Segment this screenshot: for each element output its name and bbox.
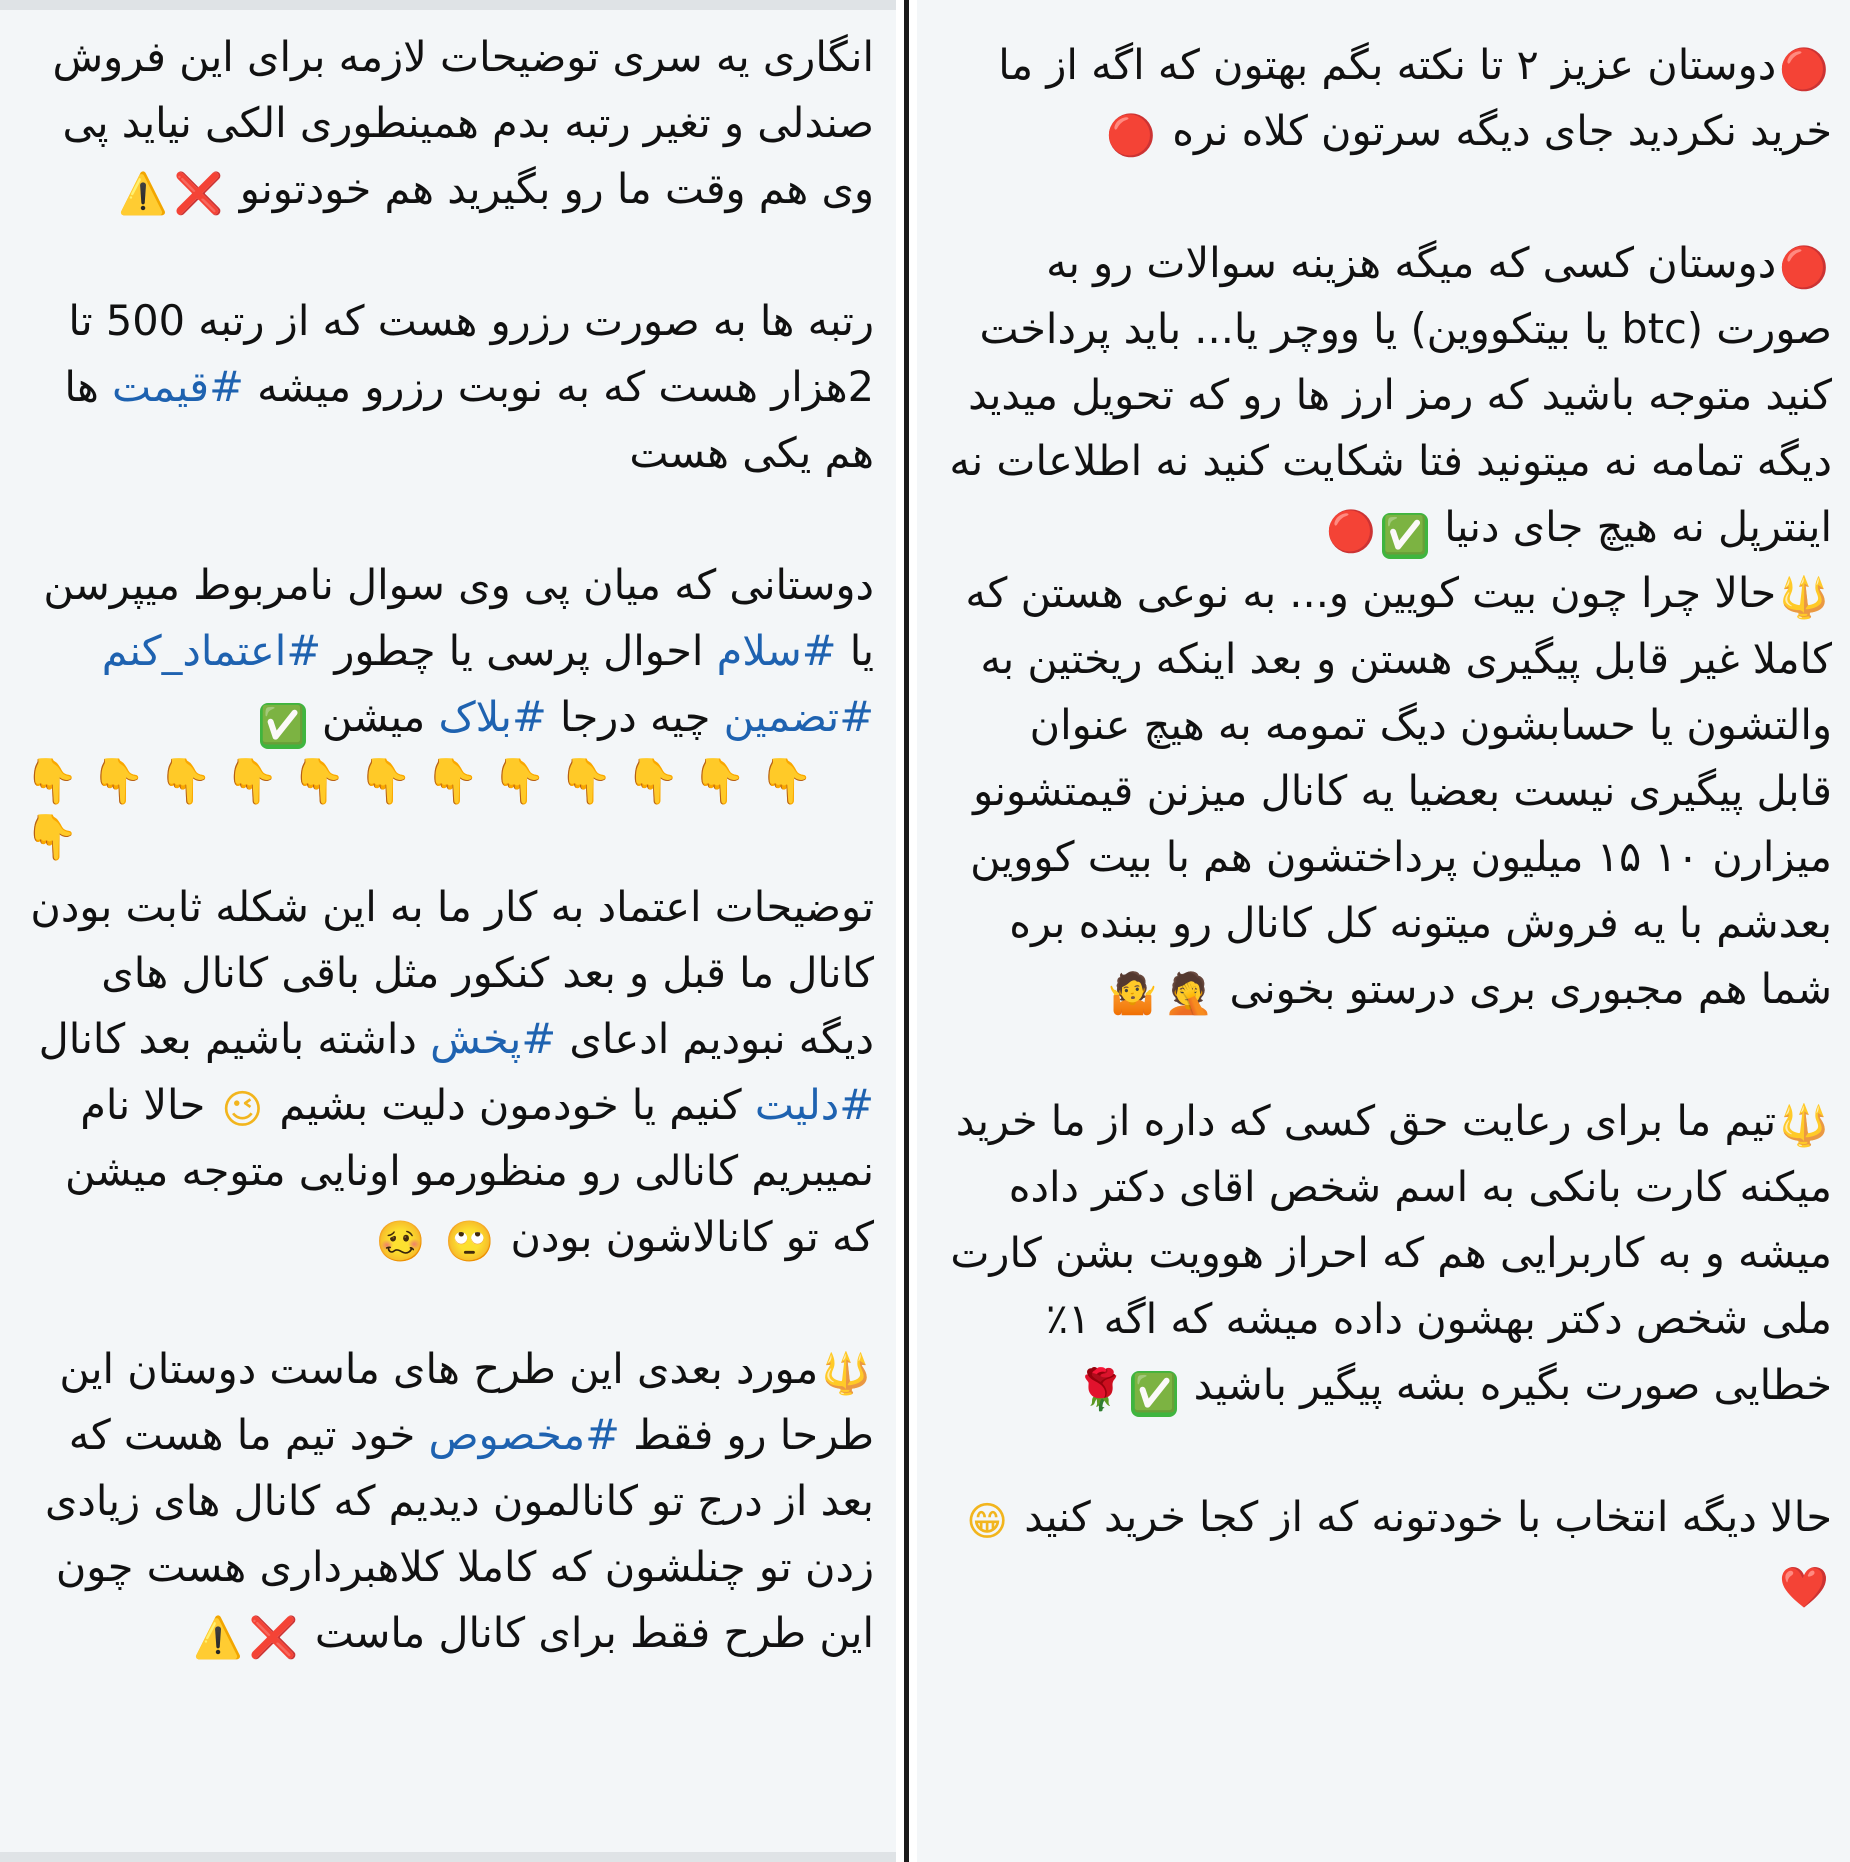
hashtag-link[interactable]: #بلاک [438, 692, 547, 741]
red-circle-icon: 🔴 [1779, 245, 1829, 291]
left-message-1 [24, 24, 874, 222]
spacer [945, 164, 1832, 230]
rose-icon: 🌹 [1075, 1367, 1126, 1413]
left-message-2-text-a: رتبه ها به صورت رزرو هست که از رتبه 500 تا 2هزار هست که به نوبت رزرو میشه [68, 296, 874, 411]
woozy-face-icon: 🥴 [375, 1219, 426, 1265]
trident-icon: 🔱 [821, 1351, 871, 1397]
warning-icon: ⚠️ [192, 1615, 243, 1661]
right-message-4-text: تیم ما برای رعایت حق کسی که داره از ما خرید میکنه کارت بانکی به اسم شخص اقای دکتر داده میشه و به کاربرایی هم که احراز هوویت بشن کارت ملی شخص دکتر بهشون داده میشه که اگه ۱٪ خطایی صورت بگیره بشه پیگیر باشید [950, 1096, 1832, 1409]
trident-icon: 🔱 [1779, 1103, 1829, 1149]
left-message-3-text-d: میشن [321, 692, 426, 741]
hashtag-link[interactable]: #دلیت [754, 1080, 874, 1129]
spacer [945, 1022, 1832, 1088]
right-message-panel [917, 0, 1850, 1862]
left-message-2 [24, 288, 874, 486]
left-message-panel [0, 0, 896, 1862]
grinning-face-icon: 😁 [966, 1499, 1008, 1545]
spacer [945, 1418, 1832, 1484]
red-circle-icon: 🔴 [1106, 113, 1156, 159]
right-message-1 [945, 32, 1832, 164]
warning-icon: ⚠️ [117, 171, 168, 217]
facepalm-icon: 🤦 [1163, 971, 1214, 1017]
shrug-icon: 🤷 [1107, 971, 1158, 1017]
pointing-down-icon-row: 👇👇👇👇👇👇👇👇👇👇👇👇👇 [24, 756, 826, 863]
left-message-4-text-d: حالا نام نمیبریم کانالی رو منظورمو اونایی متوجه میشن که تو کانالاشون بودن [64, 1080, 874, 1261]
check-mark-icon: ✅ [260, 703, 306, 749]
left-message-3 [24, 552, 874, 750]
right-message-2 [945, 230, 1832, 560]
check-mark-icon: ✅ [1382, 513, 1428, 559]
cross-mark-icon: ❌ [248, 1615, 299, 1661]
hashtag-link[interactable]: #تضمین [723, 692, 874, 741]
left-message-3-text-a: دوستانی که میان پی وی سوال نامربوط میپرسن یا [43, 560, 874, 675]
red-circle-icon: 🔴 [1779, 47, 1829, 93]
left-message-4-text-b: داشته باشیم بعد کانال [38, 1014, 417, 1063]
winking-face-icon: 😉 [221, 1087, 264, 1133]
cross-mark-icon: ❌ [173, 171, 224, 217]
right-message-4 [945, 1088, 1832, 1418]
trident-icon: 🔱 [1779, 575, 1829, 621]
right-message-5-text: حالا دیگه انتخاب با خودتونه که از کجا خرید کنید [1024, 1492, 1832, 1541]
left-message-3-text-b: احوال پرسی یا چطور [334, 626, 704, 675]
hashtag-link[interactable]: #مخصوص [428, 1410, 620, 1459]
spacer [24, 222, 874, 288]
left-message-3-text-c: چیه درجا [559, 692, 711, 741]
right-message-5 [945, 1484, 1832, 1616]
right-message-1-text: دوستان عزیز ۲ تا نکته بگم بهتون که اگه از ما خرید نکردید جای دیگه سرتون کلاه نره [998, 40, 1832, 155]
left-message-4-text-a: توضیحات اعتماد به کار ما به این شکله ثابت بودن کانال ما قبل و بعد کنکور مثل باقی کانال های دیگه نبودیم ادعای [30, 882, 874, 1063]
left-message-2-text-b: ها هم یکی هست [64, 362, 874, 477]
hashtag-link[interactable]: #پخش [430, 1014, 557, 1063]
eye-roll-face-icon: 🙄 [444, 1219, 495, 1265]
right-message-2-text: دوستان کسی که میگه هزینه سوالات رو به صورت (btc یا بیتکووین) یا ووچر یا... باید پرداخت کنید متوجه باشید که رمز ارز ها رو که تحویل میدید دیگه تمامه نه میتونید فتا شکایت کنید نه اطلاعات نه اینترپل نه هیچ جای دنیا [949, 238, 1832, 551]
spacer [24, 1270, 874, 1336]
check-mark-icon: ✅ [1131, 1371, 1177, 1417]
hashtag-link[interactable]: #اعتماد_کنم [101, 626, 322, 675]
left-message-4 [24, 874, 874, 1270]
spacer [24, 486, 874, 552]
left-message-5-text-b: خود تیم ما هست که بعد از درج تو کانالمون دیدیم که کانال های زیادی زدن تو چنلشون که کاملا کلاهبرداری هست چون این طرح فقط برای کانال ماست [44, 1410, 874, 1657]
left-message-4-text-c: کنیم یا خودمون دلیت بشیم [279, 1080, 742, 1129]
right-message-3 [945, 560, 1832, 1022]
red-heart-icon: ❤️ [1779, 1565, 1829, 1611]
left-message-5 [24, 1336, 874, 1666]
hashtag-link[interactable]: #قیمت [112, 362, 244, 411]
right-message-3-text: حالا چرا چون بیت کویین و... به نوعی هستن که کاملا غیر قابل پیگیری هستن و بعد اینکه ریختین به والتشون یا حسابشون دیگ تمومه به هیچ عنوان قابل پیگیری نیست بعضیا یه کانال میزنن قیمتشونو میزارن ۱۰ ۱۵ میلیون پرداختشون هم با بیت کووین بعدشم با یه فروش میتونه کل کانال رو ببنده بره شما هم مجبوری بری درستو بخونی [965, 568, 1832, 1013]
red-circle-icon: 🔴 [1326, 509, 1377, 555]
panel-divider [904, 0, 909, 1862]
left-message-5-text-a: مورد بعدی این طرح های ماست دوستان این طرحا رو فقط [59, 1344, 874, 1459]
left-message-1-text: انگاری یه سری توضیحات لازمه برای این فروش صندلی و تغیر رتبه بدم همینطوری الکی نیاید پی وی هم وقت ما رو بگیرید هم خودتونو [52, 32, 874, 213]
hashtag-link[interactable]: #سلام [716, 626, 837, 675]
